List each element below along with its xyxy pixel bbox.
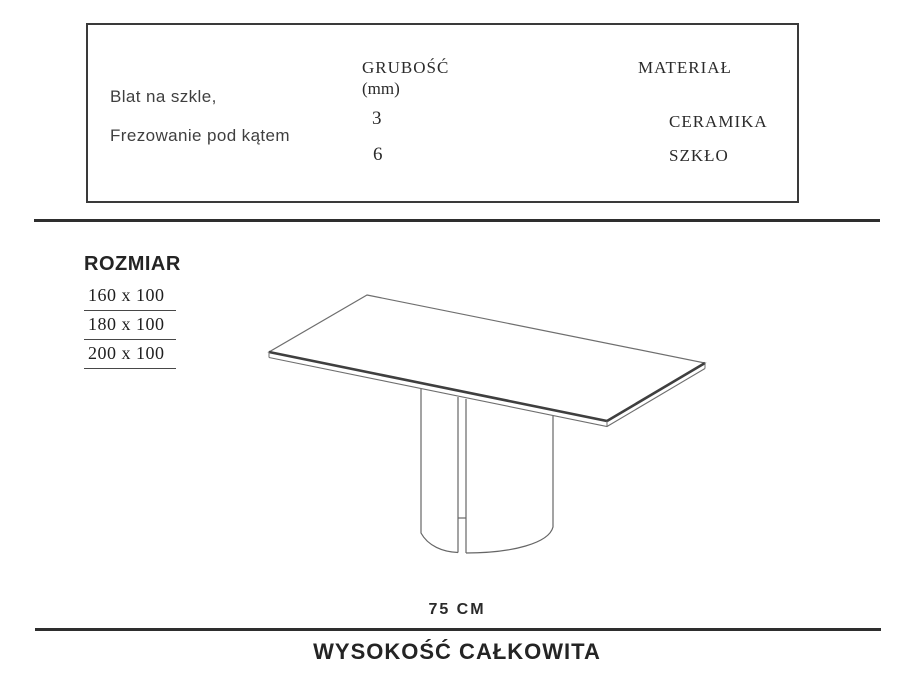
tabletop-underside-edges (269, 358, 705, 427)
pedestal-right-half (466, 416, 553, 553)
material-item-szklo: SZKŁO (669, 146, 729, 165)
size-option-200x100: 200 x 100 (84, 343, 176, 369)
thickness-value-glass: 6 (373, 144, 383, 165)
spec-description-line-1: Blat na szkle, (110, 87, 217, 106)
top-divider-line (34, 219, 880, 222)
tabletop-face (269, 295, 705, 421)
material-item-ceramika: CERAMIKA (669, 112, 768, 131)
tabletop-front-edges (269, 352, 705, 421)
sizes-header: ROZMIAR (84, 253, 181, 275)
thickness-value-ceramic: 3 (372, 108, 382, 129)
tabletop-corner-ticks (269, 352, 705, 427)
size-option-160x100: 160 x 100 (84, 285, 176, 311)
table-isometric-drawing (269, 295, 705, 553)
spec-description-line-2: Frezowanie pod kątem (110, 126, 290, 145)
height-value: 75 CM (428, 601, 486, 618)
pedestal-left-half (421, 389, 458, 553)
bottom-divider-line (35, 628, 881, 631)
pedestal (421, 389, 553, 553)
thickness-unit: (mm) (362, 79, 400, 98)
material-header: MATERIAŁ (638, 58, 732, 77)
size-option-180x100: 180 x 100 (84, 314, 176, 340)
thickness-header: GRUBOŚĆ (362, 58, 450, 77)
height-label: WYSOKOŚĆ CAŁKOWITA (313, 639, 601, 664)
